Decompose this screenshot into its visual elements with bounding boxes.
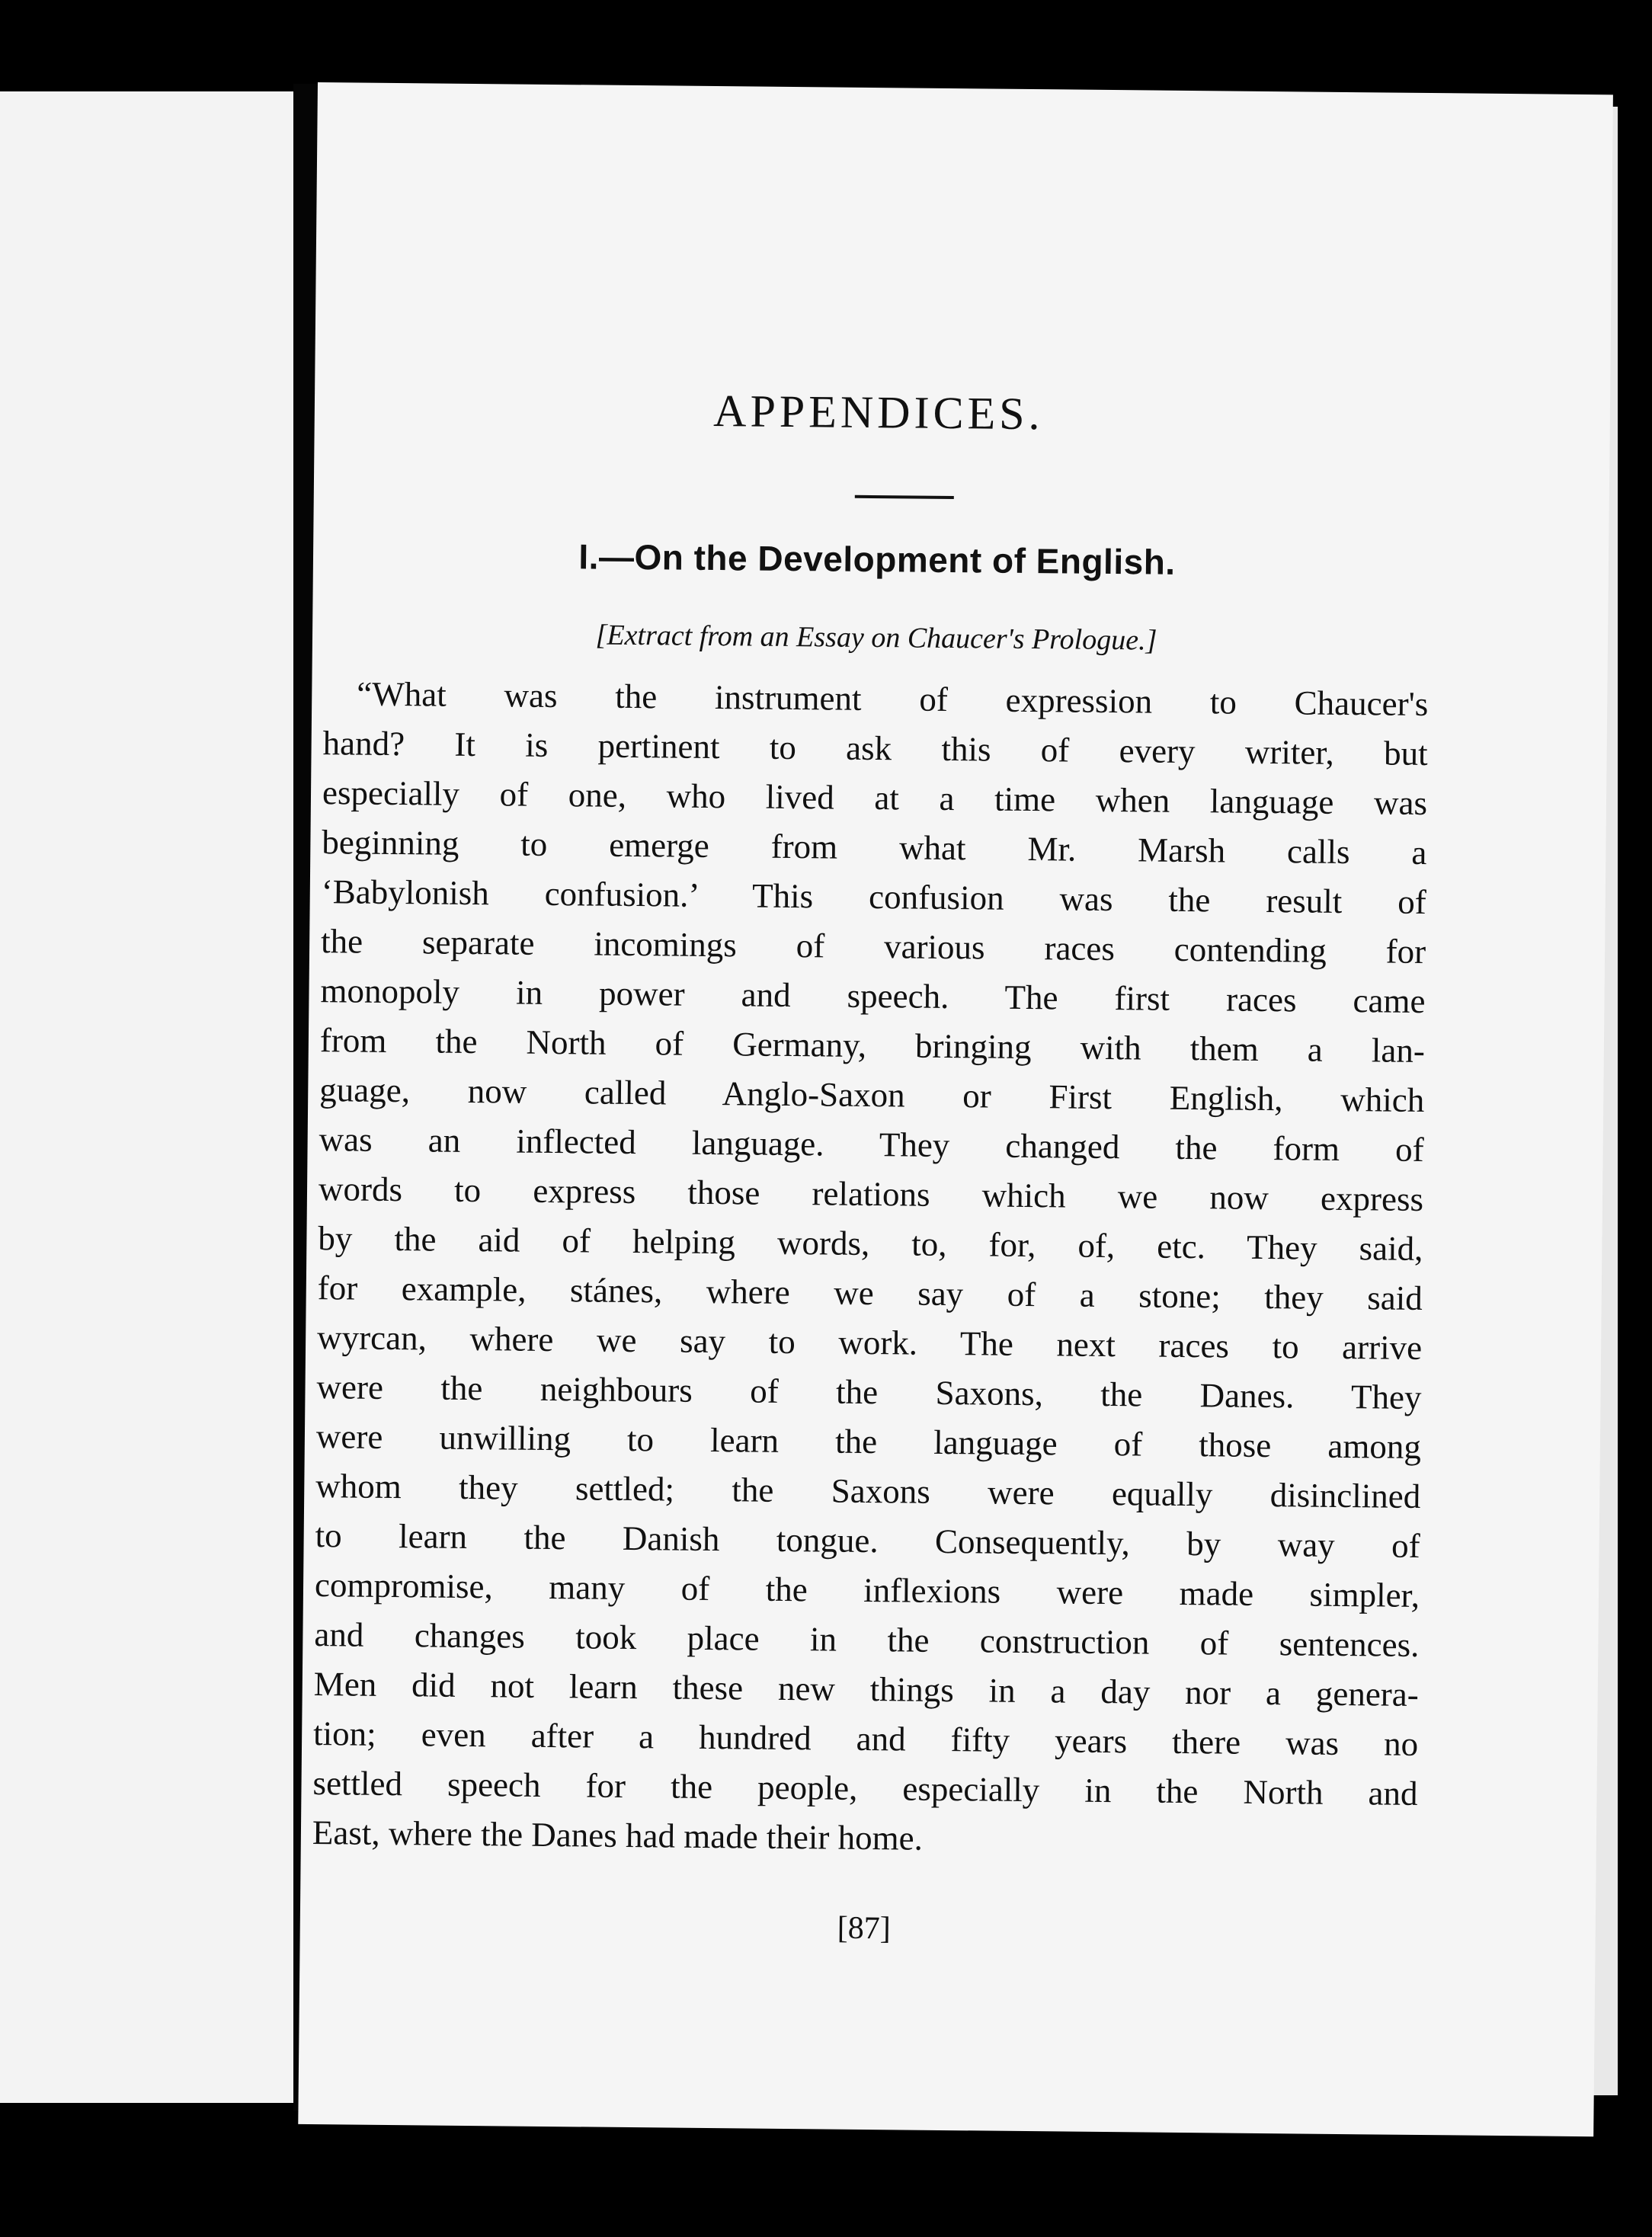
text-line: was an inflected language. They changed the form of	[319, 1120, 1424, 1169]
text-line: from the North of Germany, bringing with them a lan-	[319, 1021, 1426, 1070]
text-line: wyrcan, where we say to work. The next races to arrive	[316, 1318, 1423, 1367]
text-line: especially of one, who lived at a time when language was	[322, 773, 1428, 823]
page-number: [87]	[837, 1910, 891, 1947]
left-page-blank	[0, 91, 293, 2103]
section-title: I.—On the Development of English.	[578, 536, 1176, 582]
page-content	[312, 82, 1434, 1947]
text-line: beginning to emerge from what Mr. Marsh calls a	[322, 823, 1427, 872]
text-line: settled speech for the people, especially in the North and	[312, 1764, 1418, 1813]
text-line: compromise, many of the inflexions were made simpler,	[314, 1566, 1420, 1615]
text-line: Men did not learn these new things in a day nor a genera-	[313, 1665, 1419, 1714]
text-line: and changes took place in the construction of sentences.	[314, 1615, 1420, 1664]
text-line: hand? It is pertinent to ask this of every writer, but	[322, 724, 1428, 773]
text-line: were unwilling to learn the language of those among	[315, 1417, 1422, 1466]
text-line: “What was the instrument of expression to Chaucer's	[357, 674, 1429, 724]
text-line: guage, now called Anglo-Saxon or First English, which	[319, 1070, 1425, 1120]
text-line: tion; even after a hundred and fifty years there was no	[312, 1714, 1419, 1763]
heading-rule	[855, 495, 954, 499]
text-line: East, where the Danes had made their home.	[312, 1813, 924, 1858]
text-line: whom they settled; the Saxons were equally disinclined	[315, 1467, 1421, 1515]
right-page	[298, 82, 1613, 2136]
page-heading: APPENDICES.	[712, 386, 1044, 440]
text-line: monopoly in power and speech. The first races came	[320, 971, 1426, 1021]
text-line: the separate incomings of various races contending for	[320, 922, 1426, 971]
text-line: for example, stánes, where we say of a stone; they said	[317, 1269, 1423, 1317]
body-text	[312, 669, 1429, 1868]
text-line: by the aid of helping words, to, for, of, etc. They said,	[318, 1219, 1423, 1268]
text-line: words to express those relations which we now express	[318, 1170, 1424, 1218]
extract-note: [Extract from an Essay on Chaucer's Prologue.]	[595, 619, 1157, 657]
text-line: ‘Babylonish confusion.’ This confusion was the result of	[321, 872, 1426, 922]
text-line: to learn the Danish tongue. Consequently, by way of	[315, 1516, 1420, 1565]
text-line: were the neighbours of the Saxons, the Danes. They	[316, 1368, 1422, 1416]
